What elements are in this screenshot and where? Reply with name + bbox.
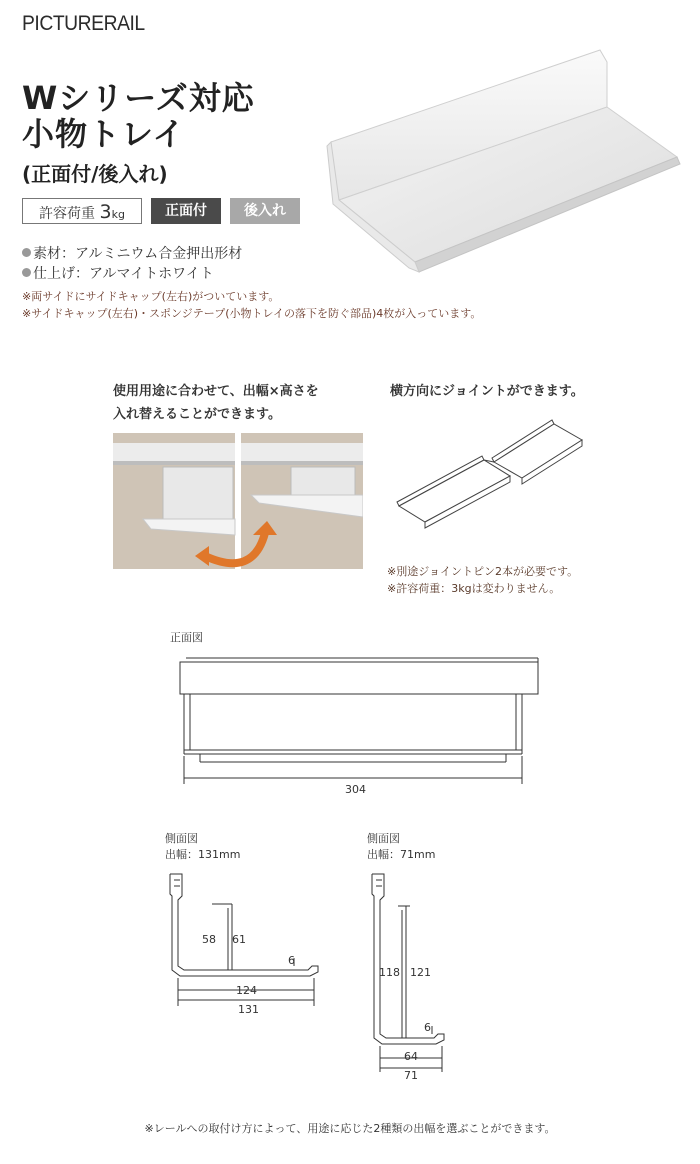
spec-material [22, 243, 242, 263]
side-view-a-depth: 出幅：131mm [165, 848, 241, 861]
side-b-outer-width: 71 [404, 1069, 418, 1082]
front-mount-badge: 正面付 [151, 198, 221, 224]
load-capacity-badge [22, 198, 142, 224]
front-view-label: 正面図 [170, 631, 203, 644]
product-title-line2: 小物トレイ [22, 115, 186, 153]
product-subtitle: (正面付/後入れ) [22, 162, 168, 186]
product-photo [325, 42, 685, 282]
side-b-h-inner: 118 [379, 966, 400, 979]
joint-diagram [392, 410, 587, 535]
joint-note-pins: ※別途ジョイントピン2本が必要です。 [387, 565, 579, 578]
rear-insert-badge: 後入れ [230, 198, 300, 224]
side-view-b-depth: 出幅：71mm [367, 848, 436, 861]
load-unit: kg [111, 208, 125, 221]
spec-finish [22, 263, 214, 283]
product-title-line1: Wシリーズ対応 [22, 79, 255, 117]
front-width-dim: 304 [345, 783, 366, 796]
feature-swap-text [113, 380, 319, 426]
side-view-b-label: 側面図 [367, 832, 400, 845]
side-b-lip: 6 [424, 1021, 431, 1034]
swap-photos [113, 433, 363, 569]
bullet-icon [22, 248, 31, 257]
load-label: 許容荷重 [39, 206, 96, 222]
bullet-icon [22, 268, 31, 277]
feature-swap-line1: 使用用途に合わせて、出幅×高さを [113, 384, 319, 399]
load-value: 3 [99, 201, 112, 223]
brand-logo: PICTURERAIL [22, 12, 145, 35]
side-b-inner-width: 64 [404, 1050, 418, 1063]
front-view-drawing [160, 650, 550, 790]
side-a-h-inner: 58 [202, 933, 216, 946]
side-a-lip: 6 [288, 954, 295, 967]
spec-finish-text: 仕上げ：アルマイトホワイト [33, 266, 214, 282]
side-b-h-outer: 121 [410, 966, 431, 979]
joint-note-load: ※許容荷重：3kgは変わりません。 [387, 582, 561, 595]
note-included-parts: ※サイドキャップ(左右)・スポンジテープ(小物トレイの落下を防ぐ部品)4枚が入っています。 [22, 307, 482, 320]
side-view-a-label: 側面図 [165, 832, 198, 845]
footer-note: ※レールへの取付け方によって、用途に応じた2種類の出幅を選ぶことができます。 [144, 1122, 556, 1135]
note-side-caps: ※両サイドにサイドキャップ(左右)がついています。 [22, 290, 280, 303]
feature-joint-text: 横方向にジョイントができます。 [390, 384, 584, 399]
side-a-inner-width: 124 [236, 984, 257, 997]
side-a-h-outer: 61 [232, 933, 246, 946]
feature-swap-line2: 入れ替えることができます。 [113, 407, 281, 422]
side-a-outer-width: 131 [238, 1003, 259, 1016]
spec-material-text: 素材：アルミニウム合金押出形材 [33, 246, 243, 262]
